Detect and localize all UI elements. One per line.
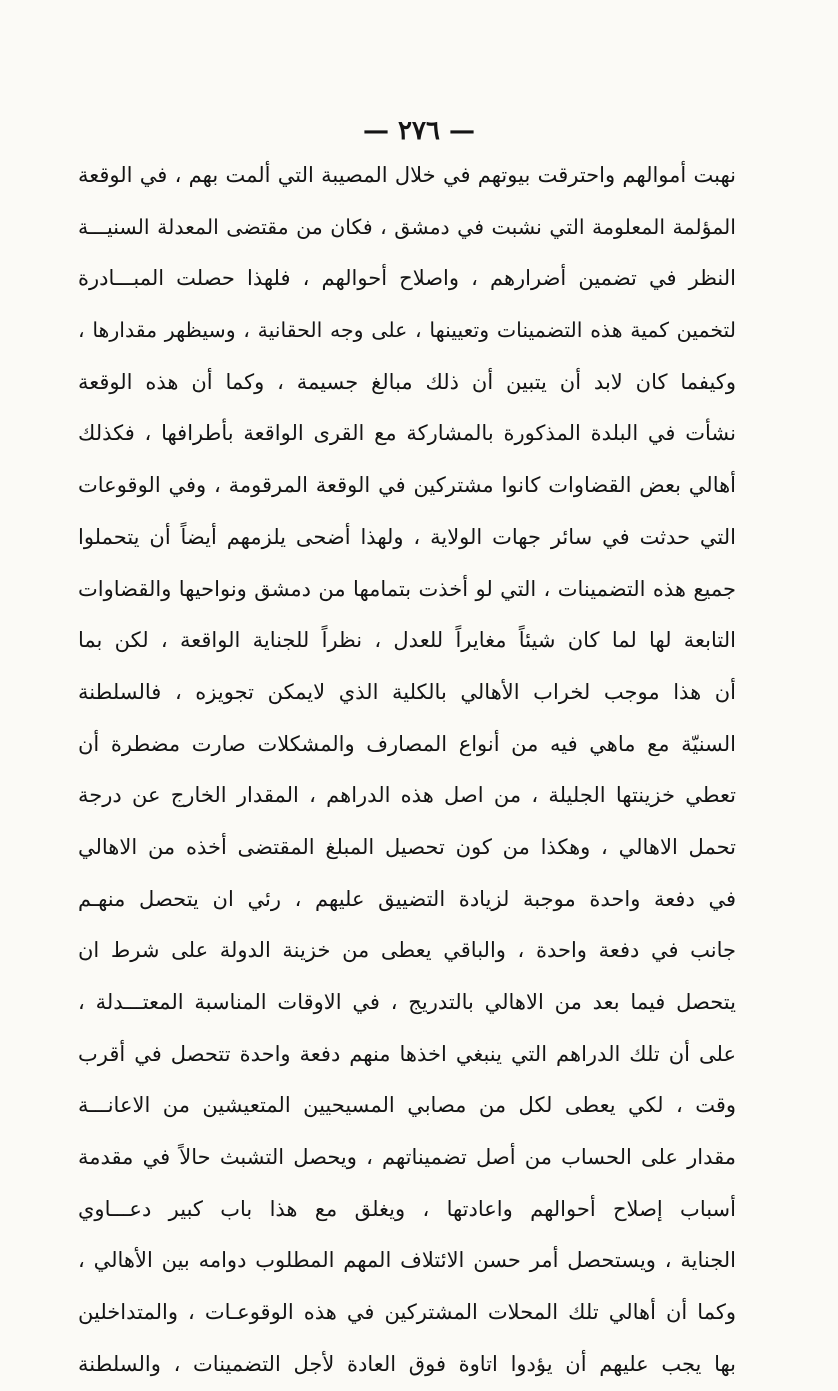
text-line: الجناية ، ويستحصل أمر حسن الائتلاف المهم المطلوب دوامه بين الأهالي ،: [78, 1248, 736, 1273]
text-line: أسباب إصلاح أحوالهم واعادتها ، ويغلق مع هذا باب كبير دعـــاوي: [78, 1196, 736, 1221]
text-line: مقدار على الحساب من أصل تضميناتهم ، ويحصل التشبث حالاً في مقدمة: [78, 1145, 736, 1170]
text-line: جانب في دفعة واحدة ، والباقي يعطى من خزينة الدولة على شرط ان: [78, 938, 736, 963]
text-line: أن هذا موجب لخراب الأهالي بالكلية الذي لايمكن تجويزه ، فالسلطنة: [78, 679, 736, 704]
text-line: السنيّة مع ماهي فيه من أنواع المصارف والمشكلات صارت مضطرة أن: [78, 731, 736, 756]
text-line: وكيفما كان لابد أن يتبين أن ذلك مبالغ جسيمة ، وكما أن هذه الوقعة: [78, 369, 736, 394]
text-line: جميع هذه التضمينات ، التي لو أخذت بتمامها من دمشق ونواحيها والقضاوات: [78, 576, 736, 601]
text-line: تعطي خزينتها الجليلة ، من اصل هذه الدراهم ، المقدار الخارج عن درجة: [78, 783, 736, 808]
page-number: — ٢٧٦ —: [362, 116, 476, 146]
text-line: بها يجب عليهم أن يؤدوا اتاوة فوق العادة لأجل التضمينات ، والسلطنة: [78, 1351, 736, 1376]
text-line: المؤلمة المعلومة التي نشبت في دمشق ، فكان من مقتضى المعدلة السنيـــة: [78, 214, 736, 239]
text-line: أهالي بعض القضاوات كانوا مشتركين في الوقعة المرقومة ، وفي الوقوعات: [78, 473, 736, 498]
body-text: [78, 150, 736, 1391]
text-line: وقت ، لكي يعطى لكل من مصابي المسيحيين المتعيشين من الاعانـــة: [78, 1093, 736, 1118]
text-line: يتحصل فيما بعد من الاهالي بالتدريج ، في الاوقات المناسبة المعتـــدلة ،: [78, 990, 736, 1014]
text-line: على أن تلك الدراهم التي ينبغي اخذها منهم دفعة واحدة تتحصل في أقرب: [78, 1041, 736, 1066]
text-line: نشأت في البلدة المذكورة بالمشاركة مع القرى الواقعة بأطرافها ، فكذلك: [78, 421, 736, 446]
text-line: في دفعة واحدة موجبة لزيادة التضييق عليهم ، رئي ان يتحصل منهـم: [78, 886, 736, 911]
text-line: النظر في تضمين أضرارهم ، واصلاح أحوالهم ، فلهذا حصلت المبـــادرة: [78, 266, 736, 291]
text-line: التابعة لها لما كان شيئاً مغايراً للعدل ، نظراً للجناية الواقعة ، لكن بما: [78, 628, 736, 653]
text-line: لتخمين كمية هذه التضمينات وتعيينها ، على وجه الحقانية ، وسيظهر مقدارها ،: [78, 318, 736, 343]
text-line: التي حدثت في سائر جهات الولاية ، ولهذا أضحى يلزمهم أيضاً أن يتحملوا: [78, 524, 736, 549]
text-line: وكما أن أهالي تلك المحلات المشتركين في هذه الوقوعـات ، والمتداخلين: [78, 1300, 736, 1325]
text-line: تحمل الاهالي ، وهكذا من كون تحصيل المبلغ المقتضى أخذه من الاهالي: [78, 834, 736, 859]
text-line: نهبت أموالهم واحترقت بيوتهم في خلال المصيبة التي ألمت بهم ، في الوقعة: [78, 163, 736, 187]
